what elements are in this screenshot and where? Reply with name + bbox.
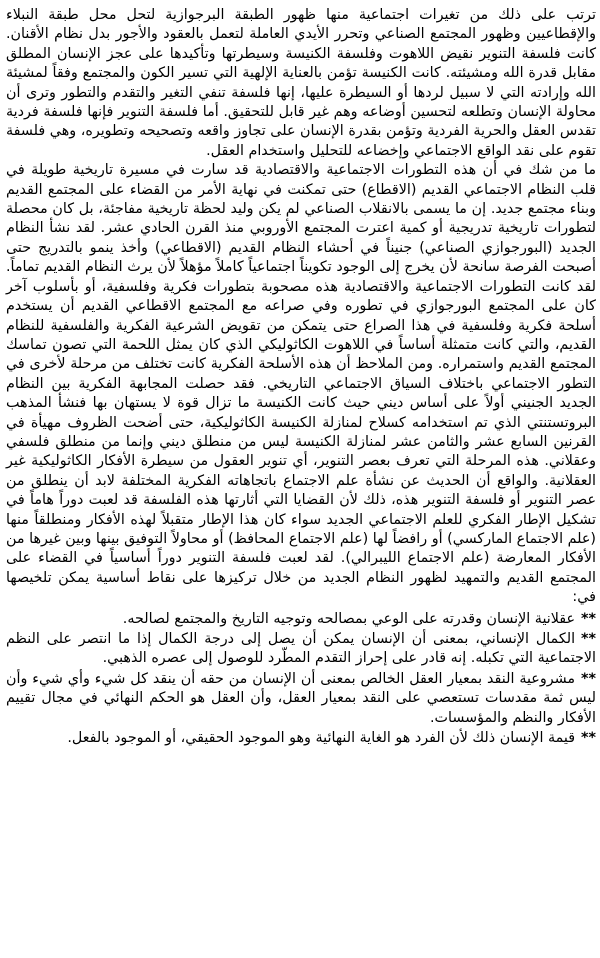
- point-text: مشروعية النقد بمعيار العقل الخالص بمعنى أن الإنسان من حقه أن ينقد كل شيء وأي شيء وأن ليس ثمة مقدسات تستعصي على النقد بمعيار العقل، وأن العقل هو الحكم النهائي في مجال تقييم الأفكار والنظم والمؤسسات.: [6, 670, 596, 726]
- paragraph-social-transformation: ما من شك في أن هذه التطورات الاجتماعية والاقتصادية قد سارت في مسيرة تاريخية طويلة في قلب النظام الاجتماعي القديم (الاقطاع) حتى تمكنت في نهاية الأمر من القضاء على المجتمع القديم وبناء مجتمع جديد. إن ما يسمى بالانقلاب الصناعي لم يكن وليد لحظة تاريخية مفاجئة، بل كان محصلة لتطورات تاريخية تدريجية أو كمية اعترت المجتمع الأوروبي منذ القرن الحادي عشر. لقد نشأ النظام الجديد (البورجوازي الصناعي) جنيناً في أحشاء النظام القديم (الاقطاعي) وأخذ ينمو بالتدريج حتى أصبحت الفرصة سانحة لأن يخرج إلى الوجود تكويناً اجتماعياً كاملاً مؤهلاً لأن يرث النظام القديم تماماً. لقد كانت التطورات الاجتماعية والاقتصادية هذه مصحوبة بتطورات فكرية وفلسفية، أو بأسلوب آخر كان على المجتمع البورجوازي في تطوره وفي صراعه مع المجتمع الاقطاعي القديم أن يستخدم أسلحة فكرية وفلسفية في هذا الصراع حتى يتمكن من تقويض الشرعية الفكرية والفلسفية للنظام القديم، والتي كانت متمثلة أساساً في اللاهوت الكاثوليكي الذي كان يمثل اللحمة التي تصون تماسك المجتمع القديم واستمراره. ومن الملاحظ أن هذه الأسلحة الفكرية كانت تختلف من مرحلة لأخرى في التطور الاجتماعي باختلاف السياق الاجتماعي التاريخي. فقد حصلت المجابهة الفكرية بين النظام الجديد الجنيني أولاً على أساس ديني حيث كانت الكنيسة ما تزال قوة لا يستهان بها فنشأ المذهب البروتستنتي الذي تم استخدامه كسلاح لمنازلة الكنيسة الكاثوليكية، حتى أضحت الظروف مهيأة في القرنين السابع عشر والثامن عشر لمنازلة الكنيسة ليس من منطلق ديني وإنما من منطلق فلسفي وعقلاني. هذه المرحلة التي تعرف بعصر التنوير، أي تنوير العقول من سيطرة الأفكار الكاثوليكية غير العقلانية. والواقع أن الحديث عن نشأة علم الاجتماع باتجاهاته الفكرية المختلفة لابد أن ينطلق من عصر التنوير أو فلسفة التنوير هذه، ذلك لأن القضايا التي أثارتها هذه الفلسفة قد لعبت دوراً هاماً في تشكيل الإطار الفكري للعلم الاجتماعي الجديد سواء كان هذا الإطار متقبلاً لهذه الأفكار ومنطلقاً منها (علم الاجتماع الماركسي) أو رافضاً لها (علم الاجتماع المحافظ) أو محاولاً التوفيق بينها وبين غيرها من الأفكار المعارضة (علم الاجتماع الليبرالي). لقد لعبت فلسفة التنوير دوراً أساسياً في القضاء على المجتمع القديم والتمهيد لظهور النظام الجديد من خلال تركيزها على نقاط أساسية يمكن تلخيصها في:: [6, 162, 596, 606]
- point-marker: **: [581, 631, 596, 647]
- list-item: [6, 670, 596, 728]
- point-marker: **: [581, 670, 596, 687]
- point-marker: **: [581, 610, 596, 627]
- point-text: قيمة الإنسان ذلك لأن الفرد هو الغاية النهائية وهو الموجود الحقيقي، أو الموجود بالفعل.: [67, 730, 576, 747]
- point-text: الكمال الإنساني، بمعنى أن الإنسان يمكن أن يصل إلى درجة الكمال إذا ما انتصر على النظم الاجتماعية التي تكبله. إنه قادر على إحراز التقدم المطّرد للوصول إلى عصره الذهبي.: [6, 631, 596, 667]
- point-text: عقلانية الإنسان وقدرته على الوعي بمصالحه وتوجيه التاريخ والمجتمع لصالحه.: [122, 610, 576, 627]
- list-item: [6, 610, 596, 629]
- list-item: [6, 630, 596, 669]
- list-item: [6, 729, 596, 748]
- point-marker: **: [581, 730, 596, 747]
- enlightenment-points-list: [6, 610, 596, 749]
- paragraph-enlightenment-philosophy: ترتب على ذلك من تغيرات اجتماعية منها ظهور الطبقة البرجوازية لتحل محل طبقة النبلاء والإقطاعيين وظهور المجتمع الصناعي وتحرر الأيدي العاملة لتعمل بالعقود والأجور بدل نظام الأقنان. كانت فلسفة التنوير نقيض اللاهوت وفلسفة الكنيسة وسيطرتها وتأكيدها على عجز الإنسان المطلق مقابل قدرة الله ومشيئته. كانت الكنيسة تؤمن بالعناية الإلهية التي تسير الكون والمجتمع وفقاً لمشيئة الله وإرادته التي لا سبيل لردها أو السيطرة عليها، إنها فلسفة تنفي التغير والتقدم والتطور وترى أن محاولة الإنسان وتطلعه لتحسين أوضاعه وهم غير قابل للتحقيق. أما فلسفة التنوير فإنها فلسفة فردية تقدس العقل والحرية الفردية وتؤمن بقدرة الإنسان على تجاوز واقعه وتصحيحه وتطويره، وهي فلسفة تقوم على نقد الواقع الاجتماعي وإخضاعه للتحليل واستخدام العقل.: [6, 7, 596, 159]
